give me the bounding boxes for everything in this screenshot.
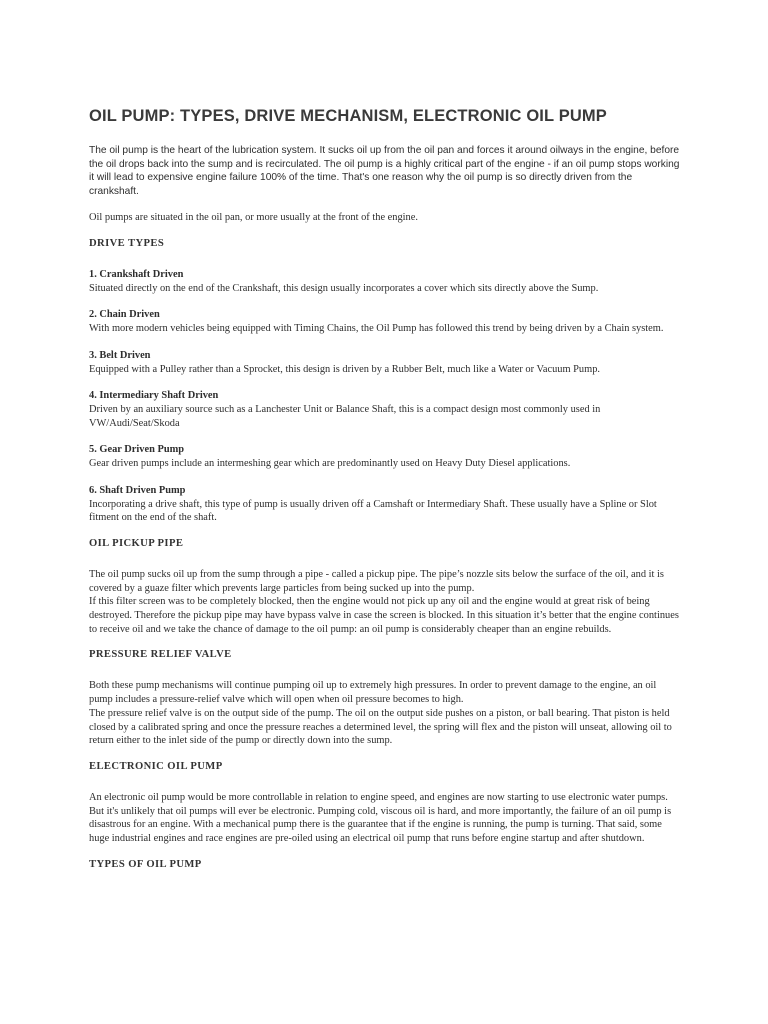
drive-type-title: 3. Belt Driven	[89, 349, 151, 361]
drive-type-title: 5. Gear Driven Pump	[89, 444, 185, 456]
drive-type-text: Gear driven pumps include an intermeshing gear which are predominantly used on Heavy Duty Diesel applications.	[89, 458, 571, 470]
document-page	[89, 107, 681, 889]
drive-type-item	[89, 484, 681, 525]
drive-type-item	[89, 443, 681, 470]
drive-type-text: Incorporating a drive shaft, this type of pump is usually driven off a Camshaft or Intermediary Shaft. These usually have a Spline or Slot fitment on the end of the shaft.	[89, 498, 657, 524]
pickup-pipe-heading: OIL PICKUP PIPE	[89, 537, 184, 549]
types-of-oil-pump-heading: TYPES OF OIL PUMP	[89, 858, 202, 870]
drive-type-title: 4. Intermediary Shaft Driven	[89, 390, 219, 402]
drive-type-item	[89, 268, 681, 295]
intro-paragraph: The oil pump is the heart of the lubrication system. It sucks oil up from the oil pan and forces it around oilways in the engine, before the oil drops back into the sump and is recirculated. The oil pump is a highly critical part of the engine - if an oil pump stops working it will lead to expensive engine failure 100% of the time. That's one reason why the oil pump is so directly driven from the crankshaft.	[89, 145, 680, 197]
pickup-pipe-paragraph: The oil pump sucks oil up from the sump through a pipe - called a pickup pipe. The pipe’s nozzle sits below the surface of the oil, and it is covered by a guaze filter which prevents large particles from being sucked up into the pump.	[89, 568, 664, 594]
drive-types-heading: DRIVE TYPES	[89, 238, 165, 250]
electronic-pump-paragraph: An electronic oil pump would be more controllable in relation to engine speed, and engines are now starting to use electronic water pumps. But it's unlikely that oil pumps will ever be electronic. Pumping cold, viscous oil is hard, and more importantly, the failure of an oil pump is disastrous for an engine. With a mechanical pump there is the guarantee that if the engine is running, the pump is turning. That said, some huge industrial engines and race engines are pre-oiled using an electrical oil pump that runs before engine startup and after shutdown.	[89, 791, 672, 845]
electronic-pump-heading: ELECTRONIC OIL PUMP	[89, 760, 223, 772]
relief-valve-section	[89, 679, 681, 748]
drive-type-item	[89, 389, 681, 430]
drive-type-item	[89, 349, 681, 376]
drive-type-text: Driven by an auxiliary source such as a Lanchester Unit or Balance Shaft, this is a compact design most commonly used in VW/Audi/Seat/Skoda	[89, 404, 601, 429]
relief-valve-paragraph: Both these pump mechanisms will continue pumping oil up to extremely high pressures. In order to prevent damage to the engine, an oil pump includes a pressure-relief valve which will open when oil pressure becomes to high.	[89, 680, 657, 706]
location-paragraph: Oil pumps are situated in the oil pan, or more usually at the front of the engine.	[89, 212, 418, 224]
drive-type-text: With more modern vehicles being equipped with Timing Chains, the Oil Pump has followed this trend by being driven by a Chain system.	[89, 323, 664, 335]
drive-type-item	[89, 308, 681, 335]
pickup-pipe-section	[89, 568, 681, 637]
drive-type-title: 1. Crankshaft Driven	[89, 269, 184, 281]
pickup-pipe-paragraph: If this filter screen was to be completely blocked, then the engine would not pick up any oil and the engine would at great risk of being destroyed. Therefore the pickup pipe may have bypass valve in case the screen is blocked. In this situation it’s better that the engine continues to receive oil and we take the chance of damage to the oil pump: an oil pump is considerably cheaper than an engine rebuilds.	[89, 596, 679, 635]
page-title: OIL PUMP: TYPES, DRIVE MECHANISM, ELECTRONIC OIL PUMP	[89, 107, 607, 125]
relief-valve-heading: PRESSURE RELIEF VALVE	[89, 649, 232, 661]
drive-type-title: 6. Shaft Driven Pump	[89, 484, 186, 496]
drive-type-text: Equipped with a Pulley rather than a Sprocket, this design is driven by a Rubber Belt, much like a Water or Vacuum Pump.	[89, 363, 600, 375]
relief-valve-paragraph: The pressure relief valve is on the output side of the pump. The oil on the output side pushes on a piston, or ball bearing. That piston is held closed by a calibrated spring and once the pressure reaches a determined level, the spring will flex and the piston will unseat, allowing oil to return either to the inlet side of the pump or directly down into the sump.	[89, 707, 672, 747]
drive-type-text: Situated directly on the end of the Crankshaft, this design usually incorporates a cover which sits directly above the Sump.	[89, 282, 599, 294]
drive-type-title: 2. Chain Driven	[89, 309, 160, 321]
electronic-pump-section	[89, 791, 681, 846]
